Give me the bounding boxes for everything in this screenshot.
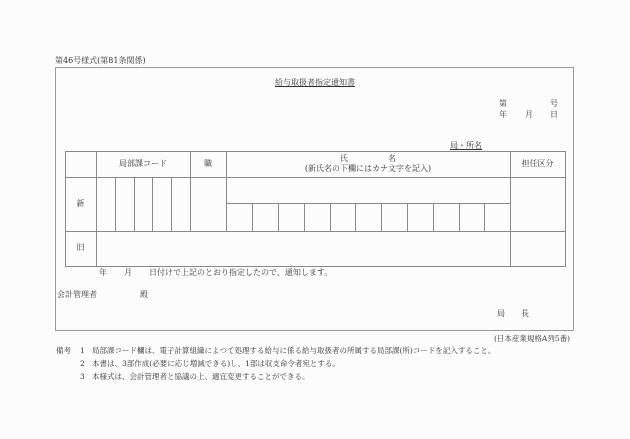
kana-cell-divider (433, 203, 434, 231)
addressee-label: 会計管理者 (57, 290, 97, 299)
column-header-code: 局部課コード (119, 159, 167, 168)
table-border-right (565, 151, 566, 267)
note-text: 本書は、3部作成(必要に応じ増減できる)し、1部は収支命令者宛とする。 (92, 359, 340, 368)
date-year-label: 年 (499, 110, 507, 119)
document-title: 給与取扱者指定通知書 (275, 78, 355, 87)
note-text: 本様式は、会計管理者と協議の上、適宜変更することができる。 (92, 372, 310, 381)
row-label-new: 新 (76, 199, 85, 208)
code-digit-divider (171, 177, 172, 231)
code-digit-divider (134, 177, 135, 231)
designation-table (65, 151, 566, 267)
header-divider (65, 177, 566, 178)
column-header-name: 氏 名 (340, 154, 396, 163)
notes-heading: 備考 (56, 346, 71, 355)
column-header-assignment: 担任区分 (521, 159, 554, 168)
kana-cell-divider (484, 203, 485, 231)
table-border-top (65, 151, 566, 152)
kana-cell-divider (252, 203, 253, 231)
kana-cell-divider (381, 203, 382, 231)
number-suffix: 号 (550, 99, 558, 108)
code-digit-divider (152, 177, 153, 231)
column-header-name-note: (新氏名の下欄にはカナ文字を記入) (304, 164, 432, 173)
note-text: 局部課コード欄は、電子計算組織によつて処理する給与に係る給与取扱者の所属する局部課(所)コードを記入すること。 (92, 346, 496, 355)
notify-month-label: 月 (124, 268, 132, 277)
signatory-label: 局 長 (497, 309, 529, 318)
date-month-label: 月 (525, 110, 533, 119)
row-label-old: 旧 (76, 243, 85, 252)
note-number: 2 (80, 359, 85, 368)
code-digit-divider (115, 177, 116, 231)
table-border-bottom (65, 266, 566, 267)
station-name-label: 局・所名 (450, 141, 482, 150)
notification-text: 日付けで上記のとおり指定したので、通知します。 (149, 268, 333, 277)
note-number: 1 (80, 346, 85, 355)
addressee-honorific: 殿 (140, 290, 148, 299)
note-number: 3 (80, 372, 85, 381)
column-header-position: 職 (204, 159, 212, 168)
kana-cell-divider (459, 203, 460, 231)
form-reference: 第46号様式(第81条関係) (55, 56, 146, 65)
row-divider (65, 231, 566, 232)
kana-cell-divider (278, 203, 279, 231)
kana-cell-divider (355, 203, 356, 231)
date-day-label: 日 (550, 110, 558, 119)
kana-cell-divider (407, 203, 408, 231)
number-prefix: 第 (499, 99, 507, 108)
kana-cell-divider (304, 203, 305, 231)
paper-standard: (日本産業規格A列5番) (494, 334, 571, 343)
notify-year-label: 年 (99, 268, 107, 277)
kana-row-top (226, 203, 510, 204)
kana-cell-divider (330, 203, 331, 231)
